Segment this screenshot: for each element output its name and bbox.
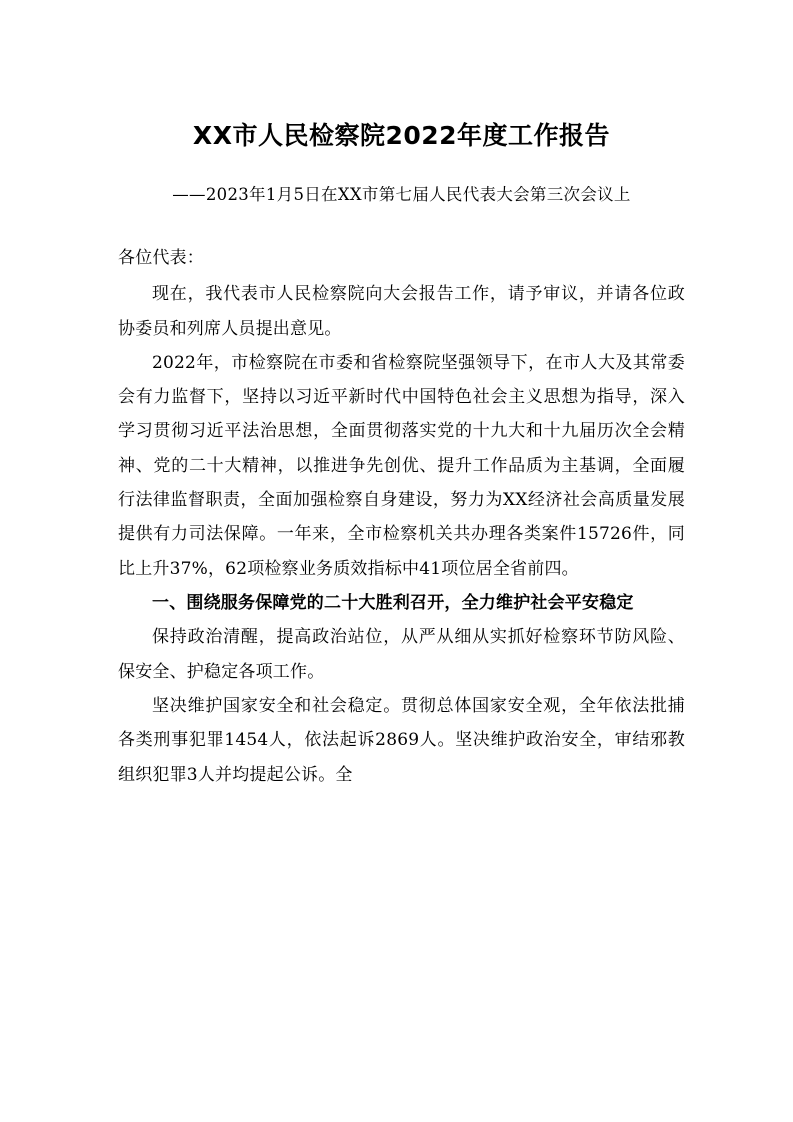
page-title: XX市人民检察院2022年度工作报告 [192,121,611,150]
document-subtitle: ——2023年1月5日在XX市第七届人民代表大会第三次会议上 [172,185,631,204]
body-paragraph: 坚决维护国家安全和社会稳定。贯彻总体国家安全观，全年依法批捕各类刑事犯罪1454人，依法起诉2869人。坚决维护政治安全，审结邪教组织犯罪3人并均提起公诉。全 [118,696,685,785]
body-paragraph: 保持政治清醒，提高政治站位，从严从细从实抓好检察环节防风险、保安全、护稳定各项工作。 [118,627,685,682]
salutation: 各位代表： [118,248,204,269]
body-paragraph: 2022年，市检察院在市委和省检察院坚强领导下，在市人大及其常委会有力监督下，坚持以习近平新时代中国特色社会主义思想为指导，深入学习贯彻习近平法治思想，全面贯彻落实党的十九大和十九届历次全会精神、党的二十大精神，以推进争先创优、提升工作品质为主基调，全面履行法律监督职责，全面加强检察自身建设，努力为XX经济社会高质量发展提供有力司法保障。一年来，全市检察机关共办理各类案件15726件，同比上升37%，62项检察业务质效指标中41项位居全省前四。 [118,352,685,579]
body-paragraph: 现在，我代表市人民检察院向大会报告工作，请予审议，并请各位政协委员和列席人员提出意见。 [118,284,685,339]
section-heading: 一、围绕服务保障党的二十大胜利召开，全力维护社会平安稳定 [152,593,634,614]
